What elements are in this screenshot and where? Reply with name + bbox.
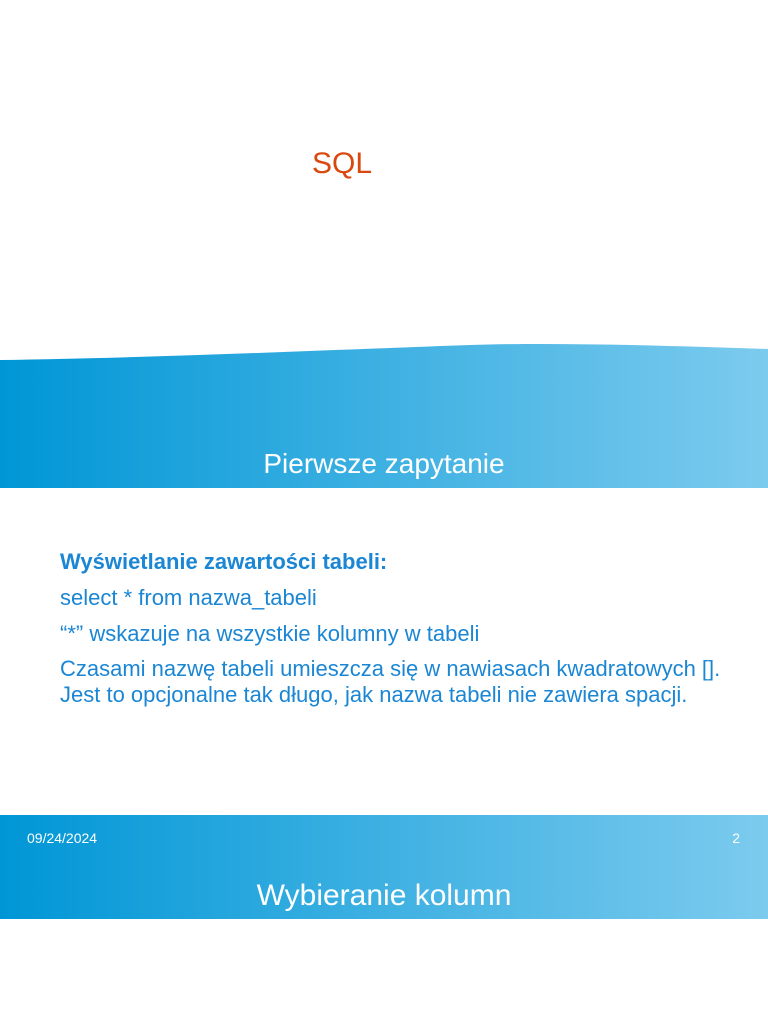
footer-date: 09/24/2024 (27, 830, 98, 846)
section-header-band (0, 340, 768, 490)
body-content (60, 548, 750, 717)
footer-band (0, 815, 768, 921)
page-title: SQL (311, 147, 373, 180)
section-heading: Pierwsze zapytanie (263, 448, 505, 479)
content-line-1: Wyświetlanie zawartości tabeli: (60, 549, 388, 574)
page-number: 2 (732, 830, 740, 846)
content-line-2: select * from nazwa_tabeli (60, 585, 317, 610)
next-section-heading: Wybieranie kolumn (256, 879, 512, 912)
content-line-4: Czasami nazwę tabeli umieszcza się w nawiasach kwadratowych []. Jest to opcjonalne tak długo, jak nazwa tabeli nie zawiera spacji. (60, 656, 721, 707)
content-line-3: “*” wskazuje na wszystkie kolumny w tabeli (60, 621, 480, 646)
